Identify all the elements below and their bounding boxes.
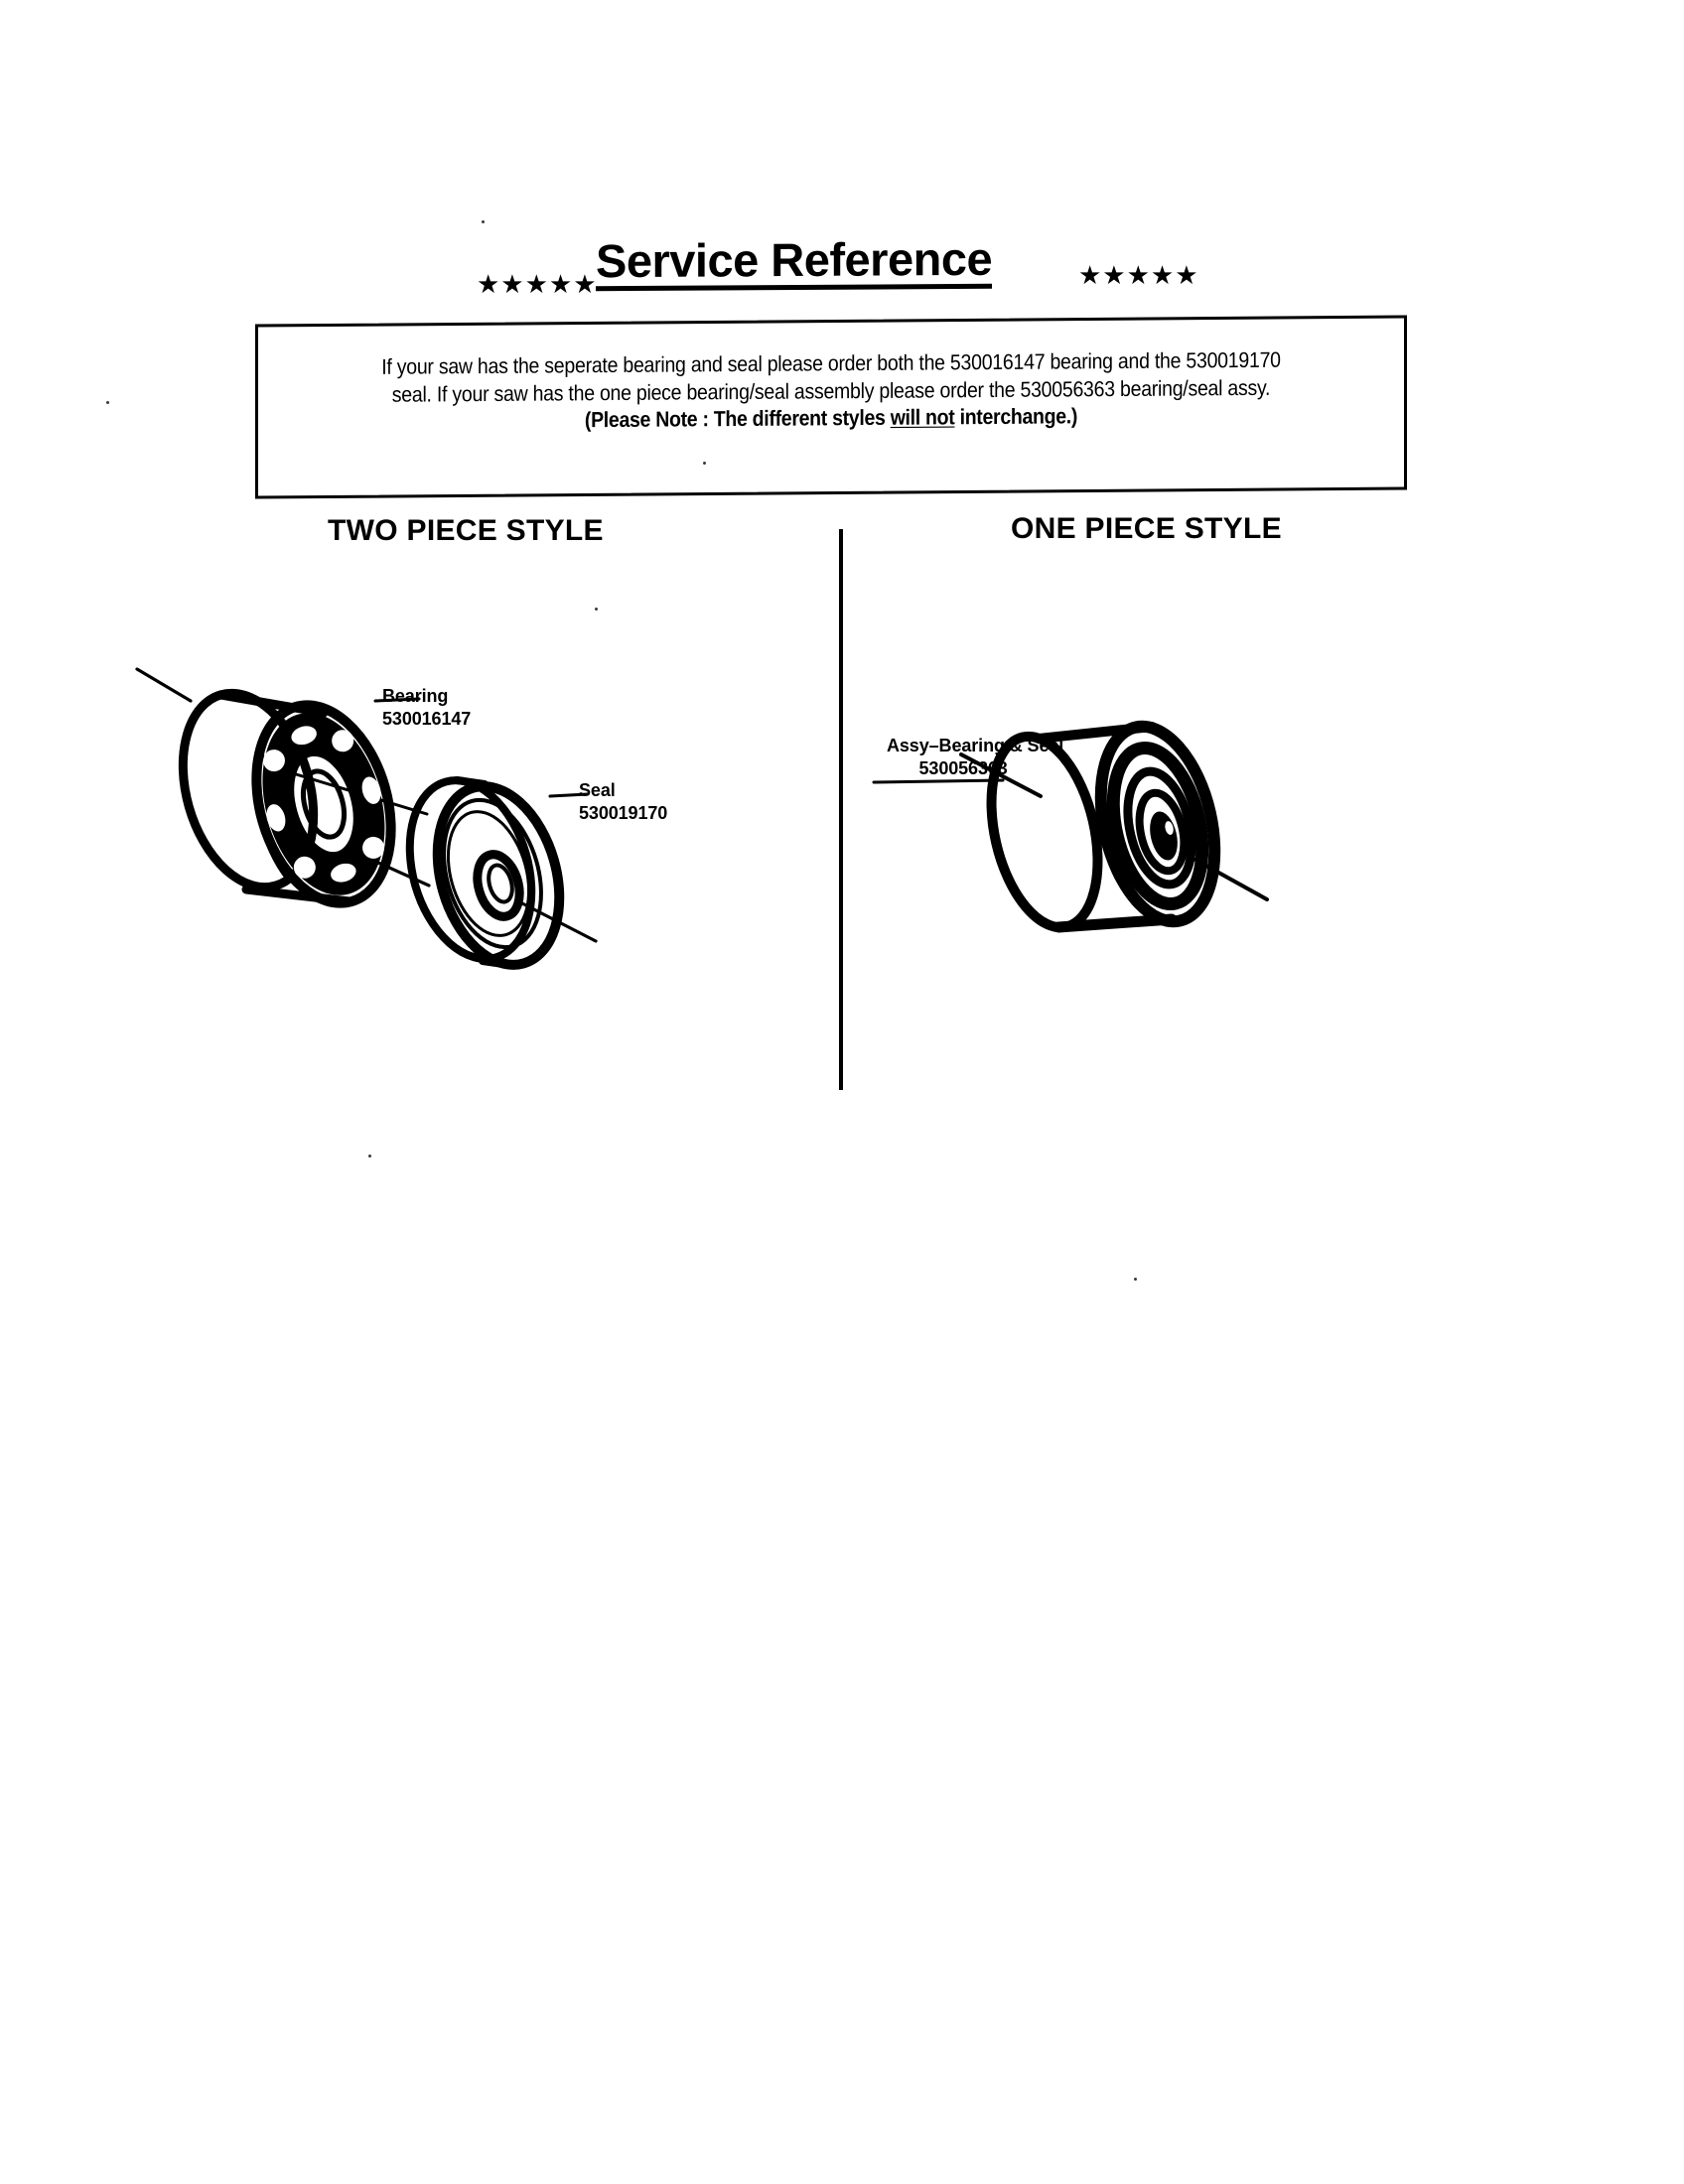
two-piece-style-diagram (129, 615, 765, 993)
callout-seal (579, 779, 667, 825)
section-divider (839, 529, 843, 1090)
scan-speck (368, 1155, 371, 1158)
callout-bearing-label: Bearing (382, 686, 449, 706)
decorative-stars-right: ★★★★★ (1078, 260, 1199, 290)
callout-seal-part-number: 530019170 (579, 803, 668, 824)
note-box (255, 344, 1407, 436)
scan-speck (482, 220, 485, 223)
callout-assembly-label: Assy–Bearing & Seal (887, 736, 1064, 755)
section-heading-two-piece: TWO PIECE STYLE (328, 514, 604, 547)
decorative-stars-left: ★★★★★ (477, 269, 598, 299)
bearing-and-seal-illustration (129, 615, 765, 993)
note-line-3-suffix: interchange.) (954, 404, 1078, 431)
callout-bearing (382, 685, 471, 731)
scan-speck (703, 462, 706, 465)
section-heading-one-piece: ONE PIECE STYLE (1011, 512, 1282, 545)
scan-speck (1134, 1278, 1137, 1281)
document-title-row (477, 231, 1201, 308)
one-piece-style-diagram (854, 615, 1470, 973)
bearing-seal-assembly-illustration (854, 615, 1470, 973)
page-title: Service Reference (596, 234, 992, 292)
callout-assembly-part-number: 530056363 (918, 758, 1008, 779)
scan-speck (106, 401, 109, 404)
callout-seal-label: Seal (579, 780, 616, 800)
callout-assembly (887, 735, 1063, 780)
note-line-2: seal. If your saw has the one piece bearing/seal assembly please order the 530056363 bearing/seal assy. (391, 375, 1271, 408)
callout-bearing-part-number: 530016147 (382, 709, 472, 730)
note-line-1: If your saw has the seperate bearing and seal please order both the 530016147 bearing and the 530019170 (381, 347, 1281, 380)
note-line-3-prefix: (Please Note : The different styles (584, 406, 891, 434)
scan-speck (595, 608, 598, 611)
note-line-3-emphasis: will not (890, 405, 955, 431)
